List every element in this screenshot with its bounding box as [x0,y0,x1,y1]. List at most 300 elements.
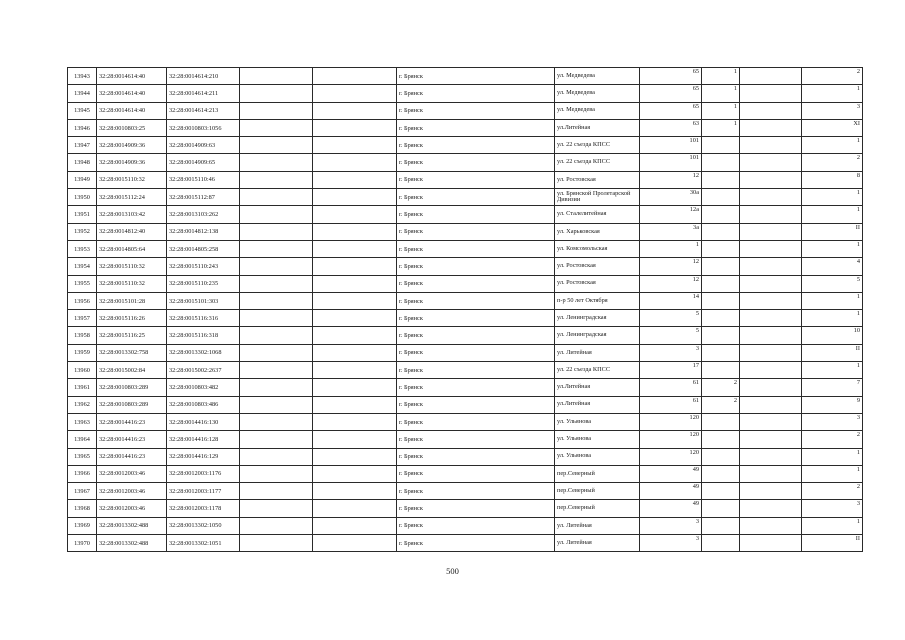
empty-cell [740,483,802,500]
house-number-cell: 5 [640,327,702,344]
building-number-cell [702,344,740,361]
parcel-cadastral-number-cell: 32:28:0014909:36 [97,137,167,154]
street-cell: пер.Северный [555,483,640,500]
premises-cadastral-number-cell: 32:28:0013103:262 [167,206,240,223]
table-row [68,171,863,188]
empty-cell [240,517,313,534]
house-number-cell: 12 [640,275,702,292]
street-cell: ул. 22 съезда КПСС [555,362,640,379]
empty-cell [740,310,802,327]
room-number-cell: 1 [802,517,863,534]
parcel-cadastral-number-cell: 32:28:0014416:23 [97,431,167,448]
table-row [68,275,863,292]
parcel-cadastral-number-cell: 32:28:0014909:36 [97,154,167,171]
parcel-cadastral-number-cell: 32:28:0014416:23 [97,448,167,465]
empty-cell [313,431,397,448]
house-number-cell: 120 [640,448,702,465]
table-row [68,258,863,275]
house-number-cell: 61 [640,379,702,396]
building-number-cell: 2 [702,379,740,396]
empty-cell [740,465,802,482]
city-cell: г. Брянск [397,223,555,240]
record-number-cell: 13950 [68,189,97,206]
parcel-cadastral-number-cell: 32:28:0013302:758 [97,344,167,361]
city-cell: г. Брянск [397,275,555,292]
premises-cadastral-number-cell: 32:28:0014909:63 [167,137,240,154]
parcel-cadastral-number-cell: 32:28:0013302:488 [97,535,167,552]
record-number-cell: 13952 [68,223,97,240]
street-cell: ул. Литейная [555,517,640,534]
empty-cell [740,327,802,344]
city-cell: г. Брянск [397,102,555,119]
parcel-cadastral-number-cell: 32:28:0012003:46 [97,465,167,482]
premises-cadastral-number-cell: 32:28:0014614:211 [167,85,240,102]
city-cell: г. Брянск [397,137,555,154]
city-cell: г. Брянск [397,119,555,136]
empty-cell [240,154,313,171]
table-row [68,517,863,534]
building-number-cell [702,154,740,171]
empty-cell [740,275,802,292]
record-number-cell: 13960 [68,362,97,379]
parcel-cadastral-number-cell: 32:28:0015101:28 [97,292,167,309]
building-number-cell [702,223,740,240]
record-number-cell: 13967 [68,483,97,500]
empty-cell [240,119,313,136]
table-row [68,240,863,257]
record-number-cell: 13958 [68,327,97,344]
empty-cell [240,362,313,379]
empty-cell [740,240,802,257]
city-cell: г. Брянск [397,362,555,379]
building-number-cell [702,535,740,552]
street-cell: ул.Литейная [555,379,640,396]
street-cell: пер.Северный [555,465,640,482]
room-number-cell: 2 [802,483,863,500]
record-number-cell: 13944 [68,85,97,102]
street-cell: ул. Ульянова [555,448,640,465]
empty-cell [740,362,802,379]
empty-cell [313,465,397,482]
premises-cadastral-number-cell: 32:28:0014909:65 [167,154,240,171]
premises-cadastral-number-cell: 32:28:0013302:1050 [167,517,240,534]
premises-cadastral-number-cell: 32:28:0014812:138 [167,223,240,240]
empty-cell [740,258,802,275]
table-row [68,310,863,327]
city-cell: г. Брянск [397,154,555,171]
table-row [68,500,863,517]
room-number-cell: II [802,535,863,552]
table-row [68,154,863,171]
empty-cell [313,292,397,309]
building-number-cell [702,240,740,257]
house-number-cell: 63 [640,119,702,136]
empty-cell [240,431,313,448]
house-number-cell: 49 [640,465,702,482]
street-cell: ул. Комсомольская [555,240,640,257]
empty-cell [313,240,397,257]
building-number-cell [702,137,740,154]
empty-cell [740,448,802,465]
empty-cell [240,344,313,361]
city-cell: г. Брянск [397,465,555,482]
empty-cell [240,85,313,102]
parcel-cadastral-number-cell: 32:28:0010803:289 [97,379,167,396]
building-number-cell: 1 [702,68,740,85]
premises-cadastral-number-cell: 32:28:0015110:46 [167,171,240,188]
city-cell: г. Брянск [397,327,555,344]
empty-cell [240,500,313,517]
parcel-cadastral-number-cell: 32:28:0013103:42 [97,206,167,223]
room-number-cell: 3 [802,500,863,517]
house-number-cell: 61 [640,396,702,413]
room-number-cell: 7 [802,379,863,396]
parcel-cadastral-number-cell: 32:28:0015116:25 [97,327,167,344]
empty-cell [740,517,802,534]
empty-cell [240,292,313,309]
building-number-cell [702,189,740,206]
city-cell: г. Брянск [397,206,555,223]
empty-cell [313,189,397,206]
room-number-cell: 2 [802,68,863,85]
parcel-cadastral-number-cell: 32:28:0015110:32 [97,258,167,275]
empty-cell [740,137,802,154]
table-row [68,483,863,500]
table-row [68,223,863,240]
empty-cell [313,310,397,327]
empty-cell [740,379,802,396]
room-number-cell: 1 [802,448,863,465]
empty-cell [240,327,313,344]
house-number-cell: 17 [640,362,702,379]
record-number-cell: 13948 [68,154,97,171]
premises-cadastral-number-cell: 32:28:0015112:87 [167,189,240,206]
empty-cell [740,413,802,430]
table-row [68,137,863,154]
empty-cell [240,310,313,327]
empty-cell [740,431,802,448]
house-number-cell: 12а [640,206,702,223]
table-row [68,292,863,309]
parcel-cadastral-number-cell: 32:28:0015110:32 [97,171,167,188]
room-number-cell: 8 [802,171,863,188]
house-number-cell: 30а [640,189,702,206]
room-number-cell: XI [802,119,863,136]
city-cell: г. Брянск [397,413,555,430]
premises-cadastral-number-cell: 32:28:0014805:258 [167,240,240,257]
empty-cell [740,102,802,119]
building-number-cell [702,448,740,465]
parcel-cadastral-number-cell: 32:28:0012003:46 [97,483,167,500]
parcel-cadastral-number-cell: 32:28:0013302:488 [97,517,167,534]
table-row [68,189,863,206]
street-cell: ул. 22 съезда КПСС [555,154,640,171]
record-number-cell: 13956 [68,292,97,309]
house-number-cell: 3 [640,344,702,361]
room-number-cell: 1 [802,137,863,154]
building-number-cell [702,206,740,223]
street-cell: ул. Сталелитейная [555,206,640,223]
room-number-cell: 1 [802,240,863,257]
street-cell: ул. Ульянова [555,413,640,430]
empty-cell [313,379,397,396]
table-row [68,396,863,413]
empty-cell [240,275,313,292]
street-cell: пер.Северный [555,500,640,517]
record-number-cell: 13943 [68,68,97,85]
record-number-cell: 13949 [68,171,97,188]
street-cell: ул. Ульянова [555,431,640,448]
empty-cell [740,500,802,517]
empty-cell [313,206,397,223]
room-number-cell: 1 [802,292,863,309]
house-number-cell: 120 [640,413,702,430]
street-cell: ул.Литейная [555,396,640,413]
city-cell: г. Брянск [397,448,555,465]
street-cell: п-р 50 лет Октября [555,292,640,309]
city-cell: г. Брянск [397,500,555,517]
room-number-cell: 1 [802,465,863,482]
house-number-cell: 3а [640,223,702,240]
building-number-cell [702,292,740,309]
city-cell: г. Брянск [397,85,555,102]
house-number-cell: 14 [640,292,702,309]
table-row [68,85,863,102]
empty-cell [240,379,313,396]
record-number-cell: 13959 [68,344,97,361]
street-cell: ул. Медведева [555,68,640,85]
empty-cell [313,413,397,430]
table-body [68,68,863,552]
empty-cell [313,119,397,136]
empty-cell [240,240,313,257]
room-number-cell: 5 [802,275,863,292]
record-number-cell: 13966 [68,465,97,482]
record-number-cell: 13965 [68,448,97,465]
parcel-cadastral-number-cell: 32:28:0015116:26 [97,310,167,327]
empty-cell [740,68,802,85]
record-number-cell: 13968 [68,500,97,517]
parcel-cadastral-number-cell: 32:28:0015112:24 [97,189,167,206]
building-number-cell: 1 [702,85,740,102]
premises-cadastral-number-cell: 32:28:0012003:1178 [167,500,240,517]
building-number-cell: 2 [702,396,740,413]
room-number-cell: 9 [802,396,863,413]
city-cell: г. Брянск [397,483,555,500]
room-number-cell: 1 [802,310,863,327]
table-row [68,119,863,136]
empty-cell [740,85,802,102]
empty-cell [313,223,397,240]
premises-cadastral-number-cell: 32:28:0014416:130 [167,413,240,430]
house-number-cell: 1 [640,240,702,257]
record-number-cell: 13954 [68,258,97,275]
street-cell: ул. Медведева [555,102,640,119]
parcel-cadastral-number-cell: 32:28:0014614:40 [97,102,167,119]
record-number-cell: 13951 [68,206,97,223]
street-cell: ул.Литейная [555,119,640,136]
parcel-cadastral-number-cell: 32:28:0014805:64 [97,240,167,257]
premises-cadastral-number-cell: 32:28:0014614:213 [167,102,240,119]
premises-cadastral-number-cell: 32:28:0014614:210 [167,68,240,85]
room-number-cell: II [802,344,863,361]
house-number-cell: 12 [640,171,702,188]
street-cell: ул. Ростовская [555,275,640,292]
house-number-cell: 65 [640,102,702,119]
empty-cell [740,154,802,171]
building-number-cell [702,258,740,275]
room-number-cell: 1 [802,206,863,223]
empty-cell [313,396,397,413]
city-cell: г. Брянск [397,68,555,85]
empty-cell [740,292,802,309]
table-row [68,344,863,361]
parcel-cadastral-number-cell: 32:28:0014812:40 [97,223,167,240]
table-row [68,413,863,430]
table-row [68,102,863,119]
premises-cadastral-number-cell: 32:28:0014416:128 [167,431,240,448]
premises-cadastral-number-cell: 32:28:0010803:482 [167,379,240,396]
street-cell: ул. Литейная [555,535,640,552]
city-cell: г. Брянск [397,240,555,257]
empty-cell [313,535,397,552]
parcel-cadastral-number-cell: 32:28:0010803:289 [97,396,167,413]
premises-cadastral-number-cell: 32:28:0012003:1177 [167,483,240,500]
parcel-cadastral-number-cell: 32:28:0014416:23 [97,413,167,430]
empty-cell [240,206,313,223]
street-cell: ул. 22 съезда КПСС [555,137,640,154]
record-number-cell: 13957 [68,310,97,327]
house-number-cell: 120 [640,431,702,448]
empty-cell [313,362,397,379]
street-cell: ул. Медведева [555,85,640,102]
table-row [68,68,863,85]
page-number: 500 [446,566,459,576]
room-number-cell: 1 [802,85,863,102]
city-cell: г. Брянск [397,292,555,309]
street-cell: ул. Ростовская [555,258,640,275]
building-number-cell [702,465,740,482]
empty-cell [240,535,313,552]
city-cell: г. Брянск [397,189,555,206]
record-number-cell: 13955 [68,275,97,292]
room-number-cell: 3 [802,413,863,430]
parcel-cadastral-number-cell: 32:28:0015002:84 [97,362,167,379]
premises-cadastral-number-cell: 32:28:0010803:486 [167,396,240,413]
premises-cadastral-number-cell: 32:28:0015116:316 [167,310,240,327]
empty-cell [313,344,397,361]
record-number-cell: 13953 [68,240,97,257]
house-number-cell: 49 [640,500,702,517]
empty-cell [240,189,313,206]
empty-cell [313,448,397,465]
parcel-cadastral-number-cell: 32:28:0014614:40 [97,85,167,102]
table-row [68,535,863,552]
table-row [68,448,863,465]
room-number-cell: 4 [802,258,863,275]
premises-cadastral-number-cell: 32:28:0015110:235 [167,275,240,292]
empty-cell [740,396,802,413]
house-number-cell: 3 [640,517,702,534]
record-number-cell: 13947 [68,137,97,154]
building-number-cell [702,413,740,430]
city-cell: г. Брянск [397,258,555,275]
empty-cell [740,171,802,188]
empty-cell [740,535,802,552]
empty-cell [740,223,802,240]
record-number-cell: 13961 [68,379,97,396]
premises-cadastral-number-cell: 32:28:0015110:243 [167,258,240,275]
house-number-cell: 5 [640,310,702,327]
property-register-table [67,67,863,552]
city-cell: г. Брянск [397,535,555,552]
building-number-cell [702,500,740,517]
empty-cell [313,275,397,292]
empty-cell [313,137,397,154]
empty-cell [240,413,313,430]
record-number-cell: 13969 [68,517,97,534]
building-number-cell: 1 [702,119,740,136]
table-row [68,362,863,379]
building-number-cell [702,362,740,379]
parcel-cadastral-number-cell: 32:28:0014614:40 [97,68,167,85]
empty-cell [240,448,313,465]
building-number-cell [702,517,740,534]
premises-cadastral-number-cell: 32:28:0012003:1176 [167,465,240,482]
building-number-cell [702,310,740,327]
house-number-cell: 49 [640,483,702,500]
room-number-cell: 2 [802,431,863,448]
city-cell: г. Брянск [397,517,555,534]
empty-cell [240,483,313,500]
house-number-cell: 65 [640,85,702,102]
empty-cell [740,344,802,361]
parcel-cadastral-number-cell: 32:28:0012003:46 [97,500,167,517]
parcel-cadastral-number-cell: 32:28:0010803:25 [97,119,167,136]
building-number-cell [702,275,740,292]
room-number-cell: 10 [802,327,863,344]
record-number-cell: 13970 [68,535,97,552]
empty-cell [240,258,313,275]
building-number-cell: 1 [702,102,740,119]
city-cell: г. Брянск [397,171,555,188]
record-number-cell: 13945 [68,102,97,119]
empty-cell [313,483,397,500]
table-row [68,206,863,223]
empty-cell [313,500,397,517]
empty-cell [740,206,802,223]
premises-cadastral-number-cell: 32:28:0013302:1051 [167,535,240,552]
empty-cell [313,102,397,119]
record-number-cell: 13963 [68,413,97,430]
city-cell: г. Брянск [397,396,555,413]
empty-cell [313,171,397,188]
street-cell: ул. Брянской Пролетарской Дивизии [555,189,640,206]
premises-cadastral-number-cell: 32:28:0013302:1068 [167,344,240,361]
room-number-cell: 3 [802,102,863,119]
empty-cell [240,137,313,154]
table-row [68,379,863,396]
house-number-cell: 12 [640,258,702,275]
empty-cell [313,154,397,171]
premises-cadastral-number-cell: 32:28:0010803:1056 [167,119,240,136]
city-cell: г. Брянск [397,344,555,361]
parcel-cadastral-number-cell: 32:28:0015110:32 [97,275,167,292]
table-row [68,431,863,448]
street-cell: ул. Литейная [555,344,640,361]
premises-cadastral-number-cell: 32:28:0015116:318 [167,327,240,344]
empty-cell [240,102,313,119]
